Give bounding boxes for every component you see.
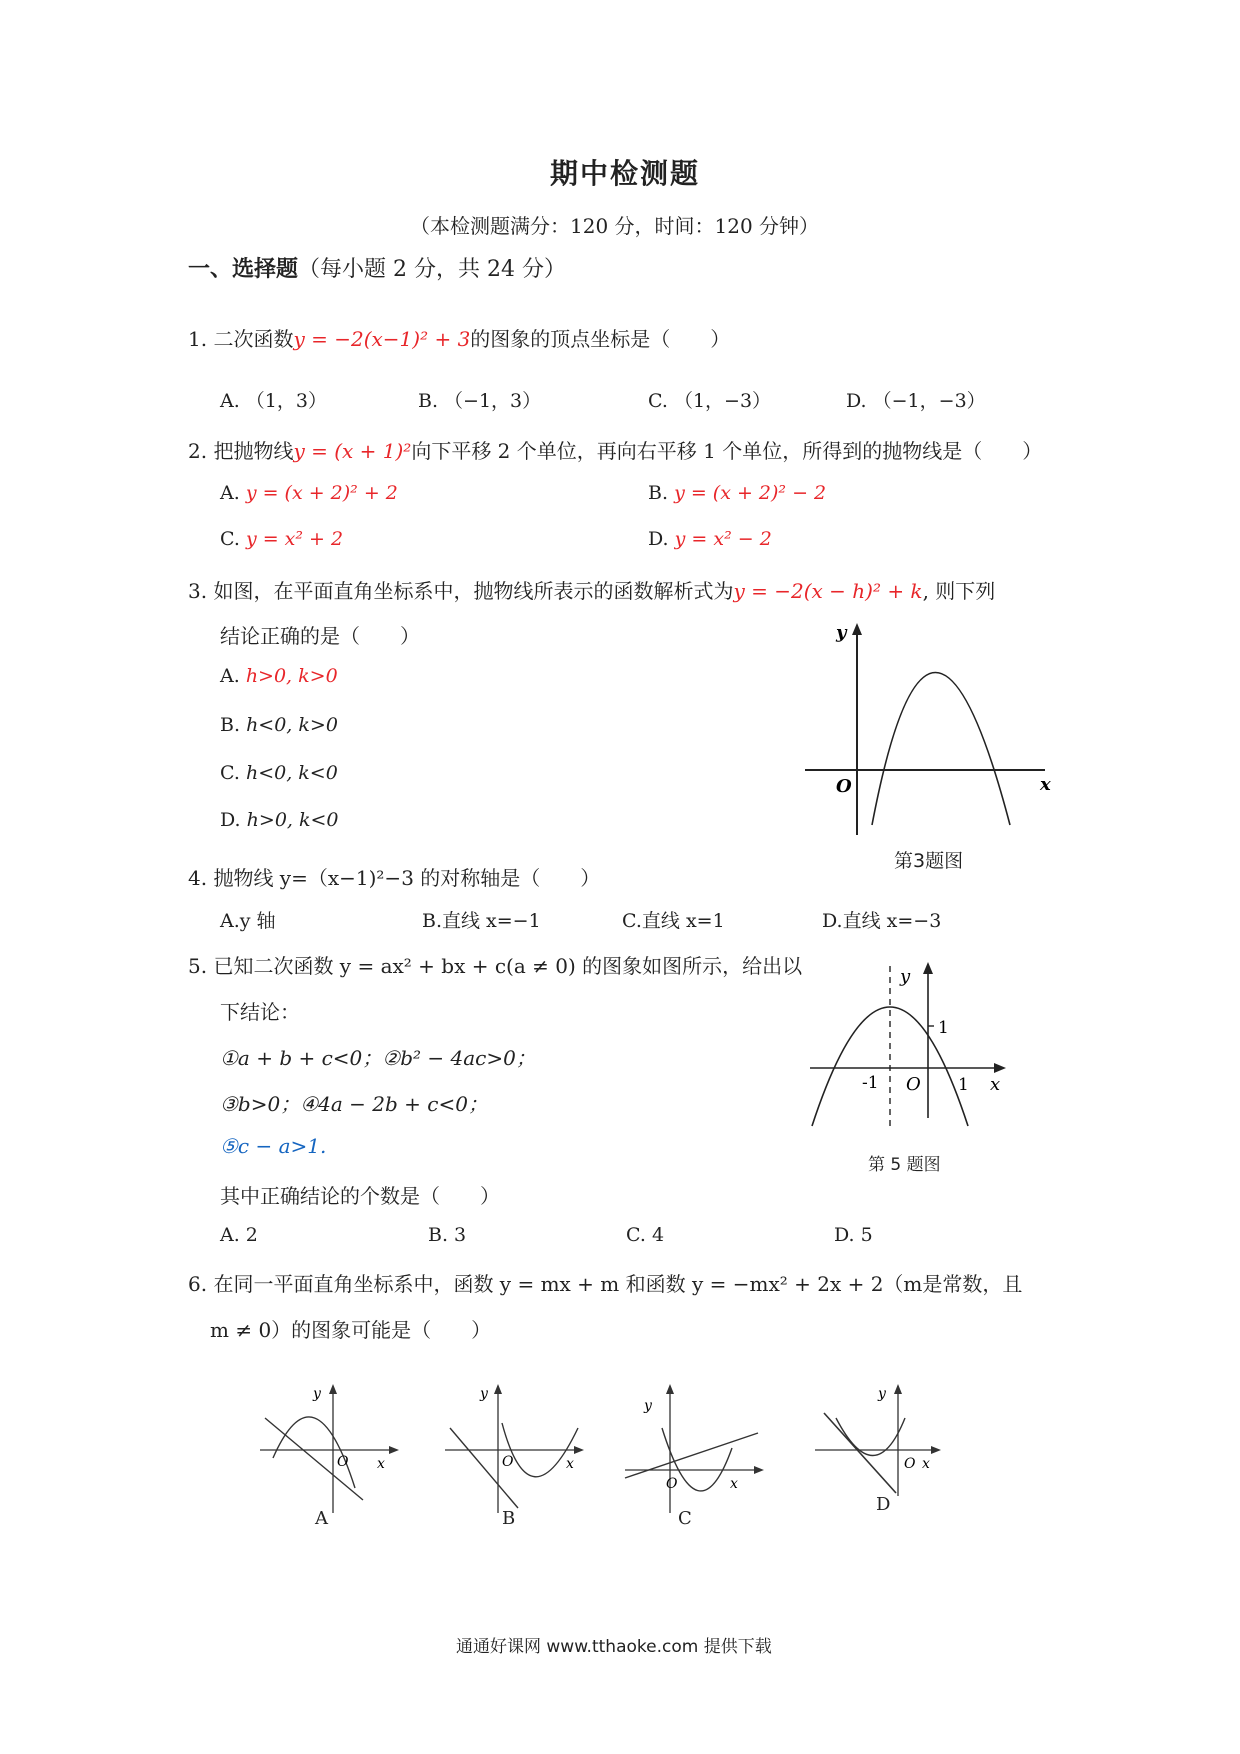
q3-line1-suffix: , 则下列 — [922, 579, 996, 603]
q2-suffix: 向下平移 2 个单位，再向右平移 1 个单位，所得到的抛物线是（ ） — [411, 439, 1043, 463]
q3-figure-caption: 第3题图 — [894, 850, 964, 872]
page-subtitle: （本检测题满分：120 分，时间：120 分钟） — [410, 214, 820, 238]
q3-y-arrow-icon — [852, 623, 862, 635]
q6a-y-label: y — [313, 1386, 321, 1402]
q5-conclusions-2: ③b>0；④4a − 2b + c<0； — [220, 1092, 488, 1116]
q3-parabola — [872, 673, 1010, 826]
q2-option-a — [220, 482, 398, 504]
question-3 — [188, 575, 995, 604]
q3-line2: 结论正确的是（ ） — [220, 624, 420, 648]
q5-label-origin: O — [906, 1074, 921, 1095]
q1-formula: y = −2(x−1)² + 3 — [293, 327, 471, 351]
q6d-y-arrow-icon — [894, 1384, 902, 1394]
q5-label-y: y — [900, 966, 911, 987]
q3-option-b-text: h<0, k>0 — [246, 714, 338, 736]
q6-figure-d-label: D — [876, 1494, 891, 1515]
q4-option-d: D.直线 x=−3 — [822, 910, 942, 932]
q3-y-label: y — [836, 622, 847, 643]
q3-figure — [800, 620, 1060, 840]
q5-label-one-y: 1 — [938, 1018, 949, 1038]
q6d-origin-label: O — [904, 1456, 916, 1472]
q6-figure-a — [255, 1378, 405, 1523]
q2-formula: y = (x + 1)² — [293, 439, 412, 463]
q6d-x-arrow-icon — [931, 1446, 941, 1454]
q5-label-neg-one: -1 — [862, 1073, 879, 1093]
q3-x-label: x — [1040, 774, 1051, 795]
q3-formula: y = −2(x − h)² + k — [733, 579, 923, 603]
q6b-y-arrow-icon — [494, 1384, 502, 1394]
q2-option-d-letter: D. — [648, 528, 669, 550]
q3-origin-label: O — [836, 776, 852, 797]
q3-option-c-text: h<0, k<0 — [245, 762, 338, 784]
section-note: （每小题 2 分，共 24 分） — [298, 257, 566, 282]
q5-option-b: B. 3 — [428, 1224, 467, 1246]
q2-option-c — [220, 528, 343, 550]
q1-option-b: B. （−1，3） — [418, 390, 542, 412]
q6c-y-label: y — [644, 1398, 652, 1414]
q6-figure-c-label: C — [678, 1508, 692, 1529]
q6d-x-label: x — [922, 1456, 930, 1472]
question-4: 4. 抛物线 y=（x−1)²−3 的对称轴是（ ） — [188, 866, 601, 890]
q6b-origin-label: O — [502, 1454, 514, 1470]
q5-conclusions-3: ⑤c − a>1. — [220, 1134, 327, 1158]
q5-x-arrow-icon — [994, 1063, 1006, 1073]
q6-line2: m ≠ 0）的图象可能是（ ） — [210, 1318, 492, 1342]
q3-option-b-letter: B. — [220, 714, 241, 736]
q6c-line — [625, 1433, 758, 1478]
q6b-x-arrow-icon — [574, 1446, 584, 1454]
q3-line1-prefix: 3. 如图，在平面直角坐标系中，抛物线所表示的函数解析式为 — [188, 579, 734, 603]
q1-suffix: 的图象的顶点坐标是（ ） — [470, 327, 731, 351]
q6c-origin-label: O — [666, 1476, 678, 1492]
q2-prefix: 2. 把抛物线 — [188, 439, 294, 463]
q6a-x-label: x — [377, 1456, 385, 1472]
q6c-y-arrow-icon — [666, 1384, 674, 1394]
q3-option-d — [220, 809, 339, 831]
q6-figure-c — [620, 1378, 770, 1523]
q4-option-b: B.直线 x=−1 — [422, 910, 541, 932]
q1-option-d: D. （−1，−3） — [846, 390, 986, 412]
question-5: 5. 已知二次函数 y = ax² + bx + c(a ≠ 0) 的图象如图所示，给出以 — [188, 954, 803, 978]
q3-option-a-letter: A. — [220, 665, 240, 687]
q6a-x-arrow-icon — [389, 1446, 399, 1454]
q5-option-a: A. 2 — [220, 1224, 258, 1246]
q2-option-a-letter: A. — [220, 482, 240, 504]
q6a-parabola — [273, 1417, 355, 1488]
q2-option-c-letter: C. — [220, 528, 240, 550]
q6c-x-arrow-icon — [754, 1466, 764, 1474]
section-heading — [188, 252, 566, 283]
q2-option-d — [648, 528, 772, 550]
q5-conclusions-1: ①a + b + c<0；②b² − 4ac>0； — [220, 1046, 536, 1070]
q3-option-c-letter: C. — [220, 762, 240, 784]
question-2 — [188, 435, 1042, 464]
q5-figure-caption: 第 5 题图 — [868, 1155, 941, 1175]
footer-credit: 通通好课网 www.tthaoke.com 提供下载 — [456, 1637, 772, 1657]
q6c-x-label: x — [730, 1476, 738, 1492]
q2-option-d-formula: y = x² − 2 — [674, 528, 772, 550]
q5-line2: 下结论： — [220, 1000, 300, 1024]
q1-prefix: 1. 二次函数 — [188, 327, 294, 351]
q5-y-arrow-icon — [923, 962, 933, 974]
q2-option-b-formula: y = (x + 2)² − 2 — [674, 482, 827, 504]
q6b-x-label: x — [566, 1456, 574, 1472]
q4-option-a: A.y 轴 — [220, 910, 276, 932]
page-title: 期中检测题 — [550, 157, 701, 190]
q5-question: 其中正确结论的个数是（ ） — [220, 1184, 500, 1208]
q4-option-c: C.直线 x=1 — [622, 910, 725, 932]
q2-option-c-formula: y = x² + 2 — [245, 528, 344, 550]
q5-label-one-x: 1 — [958, 1075, 969, 1095]
q3-option-d-text: h>0, k<0 — [246, 809, 339, 831]
q1-option-c: C. （1，−3） — [648, 390, 772, 412]
q3-option-a-text: h>0, k>0 — [245, 665, 338, 687]
q5-label-x: x — [990, 1074, 1001, 1095]
question-1 — [188, 323, 730, 352]
q2-option-b — [648, 482, 826, 504]
q6-figure-a-label: A — [315, 1508, 328, 1529]
q6-figure-b — [440, 1378, 590, 1523]
q1-option-a: A. （1，3） — [220, 390, 327, 412]
q5-option-d: D. 5 — [834, 1224, 873, 1246]
q2-option-b-letter: B. — [648, 482, 669, 504]
section-label: 一、选择题 — [188, 257, 299, 282]
q6b-y-label: y — [480, 1386, 488, 1402]
question-6: 6. 在同一平面直角坐标系中，函数 y = mx + m 和函数 y = −mx² + 2x + 2（m是常数，且 — [188, 1272, 1023, 1296]
q3-option-c — [220, 762, 338, 784]
q6d-line — [824, 1413, 896, 1493]
q3-option-a — [220, 665, 338, 687]
q6a-origin-label: O — [337, 1454, 349, 1470]
q6-figure-b-label: B — [502, 1508, 516, 1529]
q3-option-d-letter: D. — [220, 809, 241, 831]
q5-figure — [800, 958, 1020, 1138]
q6a-y-arrow-icon — [329, 1384, 337, 1394]
q5-option-c: C. 4 — [626, 1224, 665, 1246]
q3-option-b — [220, 714, 338, 736]
q2-option-a-formula: y = (x + 2)² + 2 — [245, 482, 398, 504]
q6d-y-label: y — [878, 1386, 886, 1402]
